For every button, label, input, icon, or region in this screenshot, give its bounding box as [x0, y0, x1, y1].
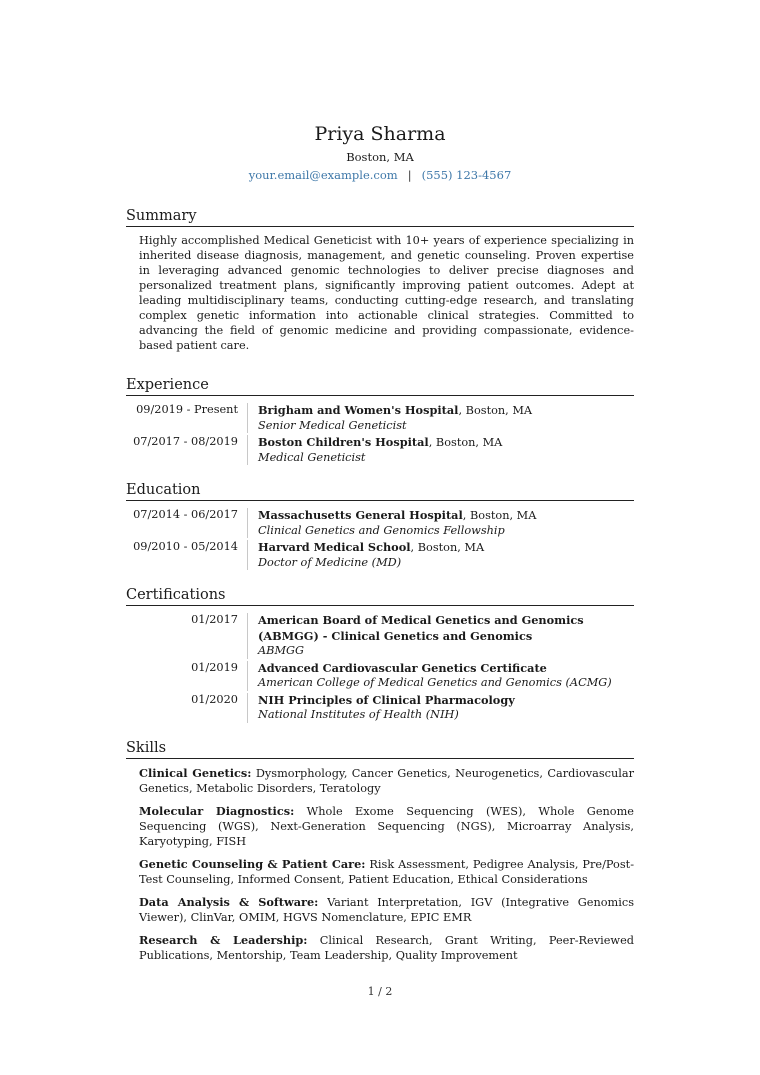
- certification-issuer: National Institutes of Health (NIH): [258, 708, 459, 721]
- entry-body: [247, 508, 634, 538]
- entry-place: , Boston, MA: [410, 541, 485, 554]
- entry-body: [247, 613, 634, 659]
- entry-title: [258, 613, 634, 644]
- email-link[interactable]: your.email@example.com: [248, 168, 398, 182]
- contact-separator: |: [407, 168, 412, 182]
- entry-title: [258, 435, 634, 451]
- summary-text: Highly accomplished Medical Geneticist with 10+ years of experience specializing in inherited disease diagnosis, management, and genetic counseling. Proven expertise in leveraging advanced genomic technologies to deliver precise diagnoses and personalized treatment plans, significantly improving patient outcomes. Adept at leading multidisciplinary teams, conducting cutting-edge research, and translating complex genetic information into actionable clinical strategies. Committed to advancing the field of genomic medicine and providing compassionate, evidence-based patient care.: [139, 234, 634, 352]
- entry-date: 01/2019: [191, 660, 238, 674]
- entry-title: [258, 540, 634, 556]
- certifications-heading: Certifications: [126, 586, 634, 606]
- entry-org: Brigham and Women's Hospital: [258, 403, 459, 417]
- page-number: 1 / 2: [367, 985, 393, 998]
- skill-text: Whole Exome Sequencing (WES), Whole Genome Sequencing (WGS), Next-Generation Sequencing (NGS), Microarray Analysis, Karyotyping, FISH: [139, 804, 634, 848]
- entry-body: [247, 403, 634, 433]
- skill-text: Variant Interpretation, IGV (Integrative Genomics Viewer), ClinVar, OMIM, HGVS Nomenclature, EPIC EMR: [139, 895, 634, 924]
- entry-title: [258, 508, 634, 524]
- skill-item: [139, 857, 634, 887]
- entry-org: Boston Children's Hospital: [258, 435, 429, 449]
- skill-text: Dysmorphology, Cancer Genetics, Neurogenetics, Cardiovascular Genetics, Metabolic Disorders, Teratology: [139, 766, 635, 795]
- certification-entry: [126, 661, 634, 691]
- summary-heading: Summary: [126, 207, 634, 227]
- entry-body: [247, 435, 634, 465]
- certification-issuer: American College of Medical Genetics and Genomics (ACMG): [258, 676, 612, 689]
- skill-text: Clinical Research, Grant Writing, Peer-Reviewed Publications, Mentorship, Team Leadership, Quality Improvement: [139, 933, 634, 962]
- skill-label: Research & Leadership:: [139, 932, 308, 947]
- entry-body: [247, 693, 634, 723]
- entry-title: [258, 661, 634, 677]
- entry-date: 07/2017 - 08/2019: [133, 435, 238, 448]
- entry-title: [258, 693, 634, 709]
- certification-name: NIH Principles of Clinical Pharmacology: [258, 692, 515, 707]
- candidate-name: Priya Sharma: [314, 123, 446, 145]
- experience-entry: [126, 435, 634, 465]
- candidate-location: Boston, MA: [346, 150, 414, 164]
- entry-title: [258, 403, 634, 419]
- skill-item: [139, 895, 634, 925]
- skills-section: [126, 739, 634, 963]
- skill-label: Clinical Genetics:: [139, 765, 252, 780]
- skill-label: Molecular Diagnostics:: [139, 803, 295, 818]
- entry-date: 09/2010 - 05/2014: [133, 540, 238, 553]
- certifications-list: [126, 613, 634, 723]
- entry-date: 01/2017: [191, 613, 238, 626]
- resume-page: [126, 120, 634, 971]
- entry-org: Massachusetts General Hospital: [258, 508, 463, 522]
- entry-body: [247, 540, 634, 570]
- entry-place: , Boston, MA: [458, 404, 533, 417]
- entry-role: Medical Geneticist: [258, 450, 366, 464]
- entry-degree: Clinical Genetics and Genomics Fellowship: [258, 523, 505, 537]
- education-entry: [126, 540, 634, 570]
- education-list: [126, 508, 634, 570]
- certification-name: American Board of Medical Genetics and Genomics (ABMGG) - Clinical Genetics and Genomics: [258, 613, 584, 643]
- experience-list: [126, 403, 634, 465]
- experience-heading: Experience: [126, 376, 634, 396]
- phone-link[interactable]: (555) 123-4567: [421, 168, 512, 182]
- education-heading: Education: [126, 481, 634, 501]
- skills-list: [139, 766, 634, 963]
- entry-date: 01/2020: [191, 692, 238, 706]
- certification-entry: [126, 613, 634, 659]
- resume-header: [126, 122, 634, 183]
- entry-date: 07/2014 - 06/2017: [133, 508, 238, 521]
- skill-item: [139, 766, 634, 796]
- skill-label: Data Analysis & Software:: [139, 894, 319, 909]
- entry-org: Harvard Medical School: [258, 540, 411, 554]
- education-entry: [126, 508, 634, 538]
- contact-line: [126, 168, 634, 183]
- certification-name: Advanced Cardiovascular Genetics Certificate: [258, 660, 547, 675]
- skill-text: Risk Assessment, Pedigree Analysis, Pre/Post-Test Counseling, Informed Consent, Patient Education, Ethical Considerations: [139, 857, 635, 886]
- skill-label: Genetic Counseling & Patient Care:: [139, 856, 366, 871]
- entry-body: [247, 661, 634, 691]
- entry-date: 09/2019 - Present: [136, 403, 238, 416]
- experience-section: [126, 376, 634, 465]
- certification-issuer: ABMGG: [258, 644, 305, 657]
- entry-degree: Doctor of Medicine (MD): [258, 555, 402, 569]
- experience-entry: [126, 403, 634, 433]
- entry-place: , Boston, MA: [462, 509, 537, 522]
- certification-entry: [126, 693, 634, 723]
- skill-item: [139, 804, 634, 849]
- entry-place: , Boston, MA: [428, 436, 503, 449]
- entry-role: Senior Medical Geneticist: [258, 418, 407, 432]
- skill-item: [139, 933, 634, 963]
- education-section: [126, 481, 634, 570]
- skills-heading: Skills: [126, 739, 634, 759]
- certifications-section: [126, 586, 634, 723]
- summary-section: [126, 207, 634, 353]
